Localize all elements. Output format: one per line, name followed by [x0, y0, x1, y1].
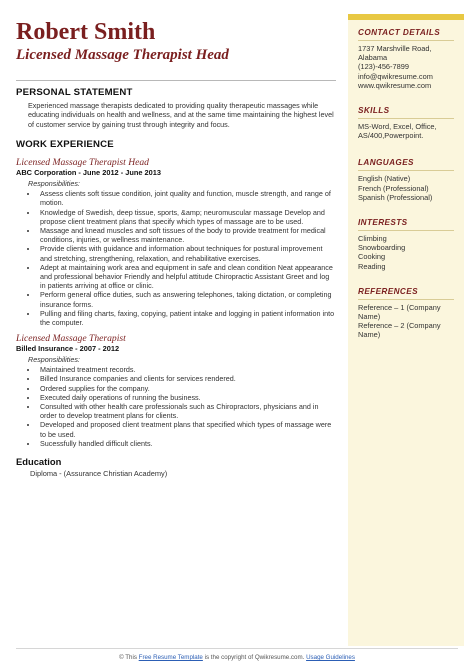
divider: [16, 80, 336, 81]
personal-statement-text: Experienced massage therapists dedicated to providing quality therapeutic massages while educating individuals on health and wellness, and at the same time maintaining the highest level of customer service by gaining trust through integrity and focus.: [28, 101, 334, 129]
contact-website-link[interactable]: www.qwikresume.com: [358, 80, 432, 90]
contact-state: Alabama: [358, 53, 388, 63]
contact-email-link[interactable]: info@qwikresume.com: [358, 71, 433, 81]
free-resume-template-link[interactable]: Free Resume Template: [138, 654, 203, 661]
interest-item: Reading: [358, 261, 386, 271]
footer-prefix: © This: [119, 654, 137, 661]
divider: [358, 230, 454, 231]
references-section: [348, 287, 464, 340]
divider: [358, 40, 454, 41]
responsibilities-label: Responsibilities:: [28, 355, 80, 365]
contact-phone: (123)-456-7899: [358, 62, 409, 72]
interests-heading: INTERESTS: [358, 218, 408, 228]
list-item: • Knowledge of Swedish, deep tissue, sports, &amp; neuromuscular massage Develop and propose client treatment plans that specify which types of massage are to be used.: [38, 208, 336, 226]
interest-item: Snowboarding: [358, 243, 406, 253]
skills-section: [348, 106, 464, 140]
interests-section: [348, 218, 464, 271]
language-item: English (Native): [358, 174, 411, 184]
job-title: Licensed Massage Therapist: [16, 333, 126, 345]
job-title: Licensed Massage Therapist Head: [16, 157, 149, 169]
list-item: • Massage and knead muscles and soft tissues of the body to provide treatment for medical conditions, injuries, or wellness maintenance.: [38, 226, 336, 244]
contact-heading: CONTACT DETAILS: [358, 28, 441, 37]
responsibilities-label: Responsibilities:: [28, 179, 80, 189]
language-item: French (Professional): [358, 183, 429, 193]
list-item: • Developed and proposed client treatment plans that specified which types of massage were to be used.: [38, 420, 336, 438]
divider: [358, 118, 454, 119]
candidate-name: Robert Smith: [16, 19, 156, 45]
responsibilities-list: [16, 365, 336, 448]
personal-statement-heading: PERSONAL STATEMENT: [16, 87, 133, 98]
main-column: [16, 18, 336, 479]
language-item: Spanish (Professional): [358, 192, 433, 202]
skills-heading: SKILLS: [358, 106, 390, 116]
list-item: • Provide clients with guidance and information about techniques for postural improvement and stretching, strengthening, relaxation, and rehabilitative exercises.: [38, 244, 336, 262]
list-item: • Billed Insurance companies and clients for services rendered.: [38, 374, 336, 383]
interest-item: Cooking: [358, 252, 386, 262]
languages-heading: LANGUAGES: [358, 158, 414, 168]
job-company-dates: ABC Corporation - June 2012 - June 2013: [16, 168, 161, 178]
contact-section: [348, 28, 464, 90]
sidebar: [348, 14, 464, 646]
job-entry: [16, 157, 336, 327]
list-item: • Perform general office duties, such as answering telephones, taking dictation, or completing insurance forms.: [38, 290, 336, 308]
list-item: • Executed daily operations of running the business.: [38, 393, 336, 402]
footer-copyright-text: is the copyright of Qwikresume.com.: [204, 654, 305, 661]
usage-guidelines-link[interactable]: Usage Guidelines: [306, 654, 355, 661]
reference-item: Reference – 2 (Company Name): [358, 321, 441, 340]
list-item: • Consulted with other health care professionals such as Chiropractors, physicians and in order to develop treatment plans for clients.: [38, 402, 336, 420]
candidate-title: Licensed Massage Therapist Head: [16, 47, 229, 63]
job-company-dates: Billed Insurance - 2007 - 2012: [16, 344, 120, 354]
interest-item: Climbing: [358, 234, 387, 244]
languages-section: [348, 158, 464, 202]
education-heading: Education: [16, 456, 62, 468]
footer-divider: [16, 648, 458, 649]
list-item: • Ordered supplies for the company.: [38, 384, 336, 393]
skills-text: MS-Word, Excel, Office, AS/400,Powerpoint.: [358, 122, 437, 141]
education-entry: Diploma - (Assurance Christian Academy): [30, 469, 168, 479]
job-entry: [16, 333, 336, 448]
list-item: • Adept at maintaining work area and equipment in safe and clean condition Neat appearance and professional behavior Friendly and helpful attitude Chiropractic Assistant Greet and log in patients arriving at office or clinic.: [38, 263, 336, 291]
work-experience-heading: WORK EXPERIENCE: [16, 139, 114, 151]
list-item: • Sucessfully handled difficult clients.: [38, 439, 336, 448]
list-item: • Maintained treatment records.: [38, 365, 336, 374]
divider: [358, 299, 454, 300]
footer: [0, 654, 474, 661]
reference-item: Reference – 1 (Company Name): [358, 302, 441, 322]
list-item: • Assess clients soft tissue condition, joint quality and function, muscle strength, and range of motion.: [38, 189, 336, 207]
divider: [358, 170, 454, 171]
contact-address-line: 1737 Marshville Road,: [358, 44, 432, 53]
references-heading: REFERENCES: [358, 286, 418, 296]
list-item: • Pulling and filing charts, faxing, copying, patient intake and logging in patient information into the computer.: [38, 309, 336, 327]
responsibilities-list: [16, 189, 336, 327]
